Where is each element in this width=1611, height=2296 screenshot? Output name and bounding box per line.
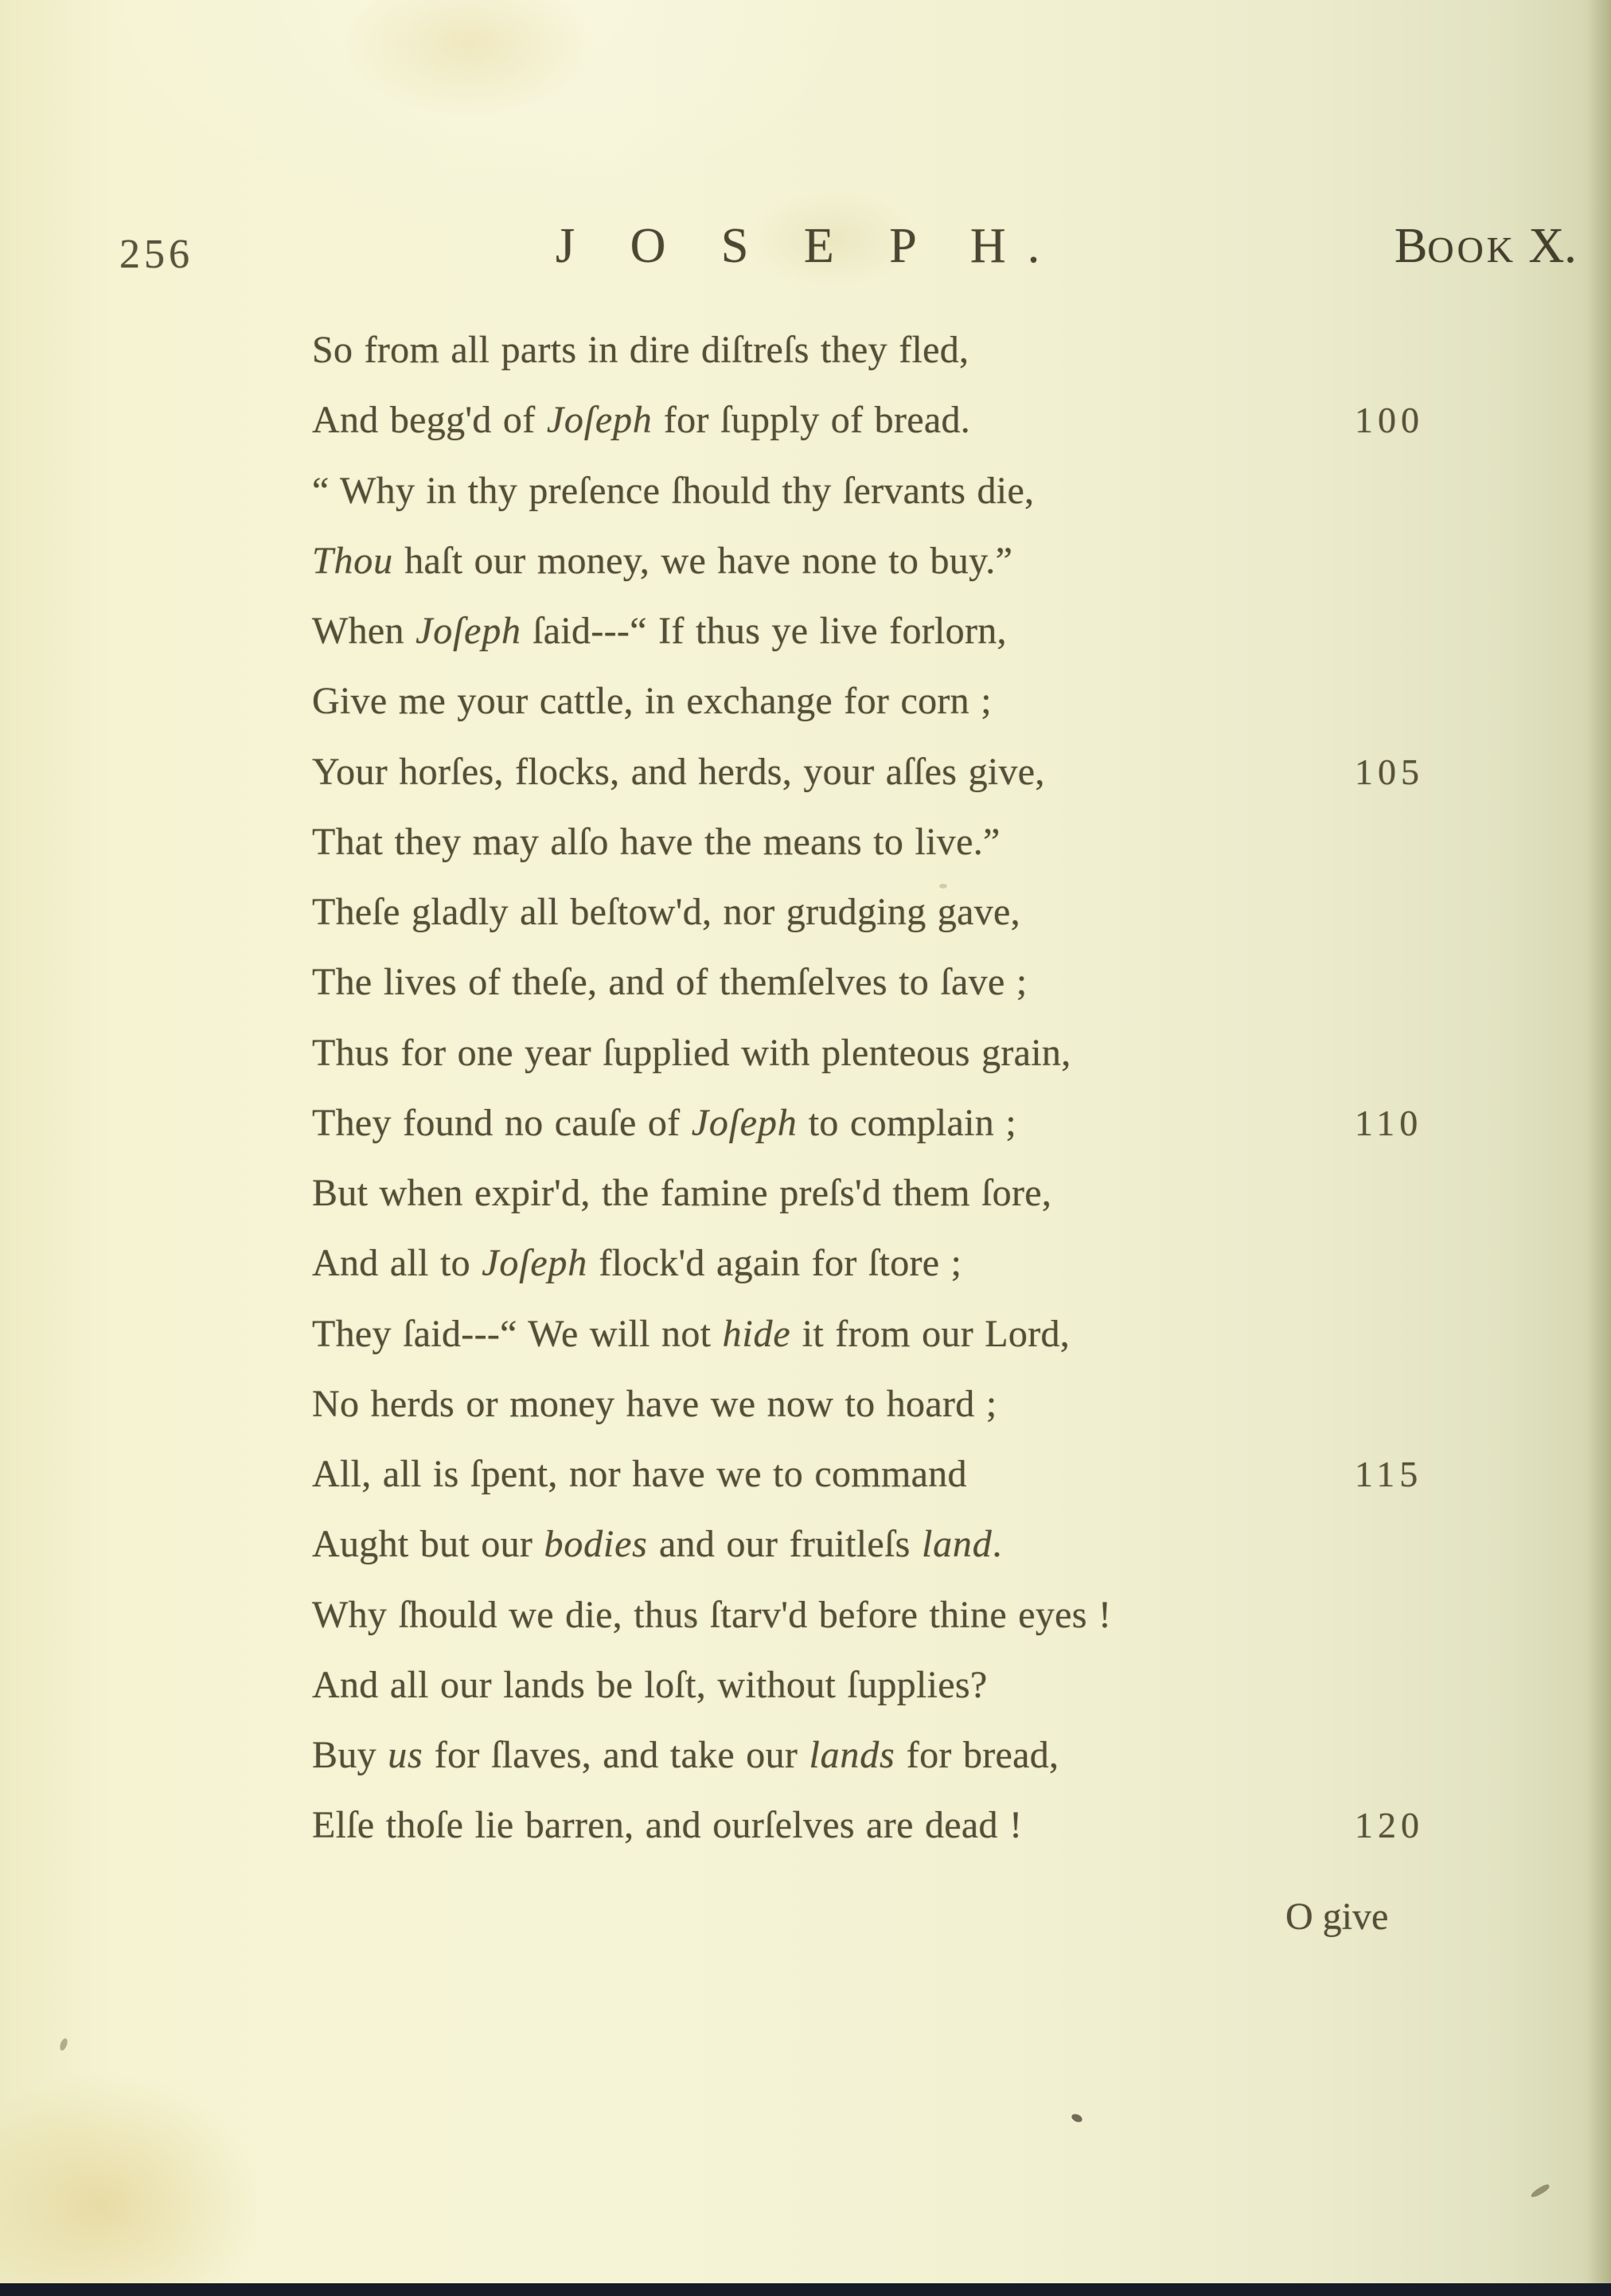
- poem-line-text: Thus for one year ſupplied with plenteous grain,: [312, 1031, 1071, 1074]
- poem-line: [312, 1158, 1506, 1228]
- book-label-initial: B: [1395, 219, 1428, 273]
- page-curl-shadow: [1587, 0, 1611, 2296]
- poem-line: [312, 1790, 1506, 1861]
- poem-line: [312, 877, 1506, 947]
- poem-text-block: [312, 315, 1506, 1861]
- poem-line-text: Give me your cattle, in exchange for corn ;: [312, 680, 992, 723]
- paper-speck: [59, 2037, 69, 2052]
- poem-line: [312, 1299, 1506, 1369]
- poem-line: [312, 1650, 1506, 1720]
- poem-line: [312, 807, 1506, 877]
- poem-line-text: Aught but our bodies and our fruitleſs land.: [312, 1523, 1002, 1566]
- paper-speck: [939, 884, 947, 888]
- poem-line-text: “ Why in thy preſence ſhould thy ſervants die,: [312, 469, 1035, 512]
- poem-line-text: They ſaid---“ We will not hide it from our Lord,: [312, 1312, 1071, 1355]
- poem-line: [312, 1439, 1506, 1509]
- paper-speck: [1071, 2112, 1083, 2123]
- poem-line-text: When Joſeph ſaid---“ If thus ye live forlorn,: [312, 610, 1007, 652]
- poem-line-text: Your horſes, flocks, and herds, your aſſes give,: [312, 750, 1045, 793]
- poem-line: [312, 1018, 1506, 1088]
- poem-line: [312, 1088, 1506, 1158]
- poem-line-text: So from all parts in dire diſtreſs they fled,: [312, 329, 969, 371]
- poem-line: [312, 1369, 1506, 1439]
- poem-line-text: Thou haſt our money, we have none to buy.”: [312, 539, 1013, 582]
- poem-line-text: The lives of theſe, and of themſelves to ſave ;: [312, 961, 1028, 1004]
- paper-speck: [1530, 2183, 1551, 2199]
- poem-line: [312, 1509, 1506, 1579]
- poem-line-text: But when expir'd, the famine preſs'd them ſore,: [312, 1172, 1052, 1214]
- book-label-smallcaps: OOK: [1427, 229, 1517, 270]
- paper-speck: [686, 1619, 692, 1626]
- poem-line-text: Theſe gladly all beſtow'd, nor grudging gave,: [312, 891, 1020, 933]
- poem-line: [312, 456, 1506, 526]
- poem-line: [312, 947, 1506, 1017]
- verse-line-number: 110: [1355, 1102, 1423, 1143]
- poem-line-text: That they may alſo have the means to live.”: [312, 820, 1001, 863]
- poem-line: [312, 666, 1506, 736]
- poem-line: [312, 1720, 1506, 1790]
- poem-line: [312, 526, 1506, 596]
- scan-bed-edge: [0, 2283, 1611, 2296]
- catchword: O give: [1285, 1896, 1389, 1938]
- poem-line-text: Why ſhould we die, thus ſtarv'd before thine eyes !: [312, 1593, 1112, 1636]
- poem-line: [312, 1228, 1506, 1298]
- running-title: J O S E P H.: [556, 219, 1062, 273]
- poem-line: [312, 315, 1506, 385]
- poem-line: [312, 385, 1506, 455]
- poem-line-text: And all our lands be loſt, without ſupplies?: [312, 1663, 988, 1706]
- poem-line: [312, 596, 1506, 666]
- page-number: 256: [119, 232, 193, 277]
- running-book-label: [1395, 221, 1577, 271]
- poem-line-text: Elſe thoſe lie barren, and ourſelves are dead !: [312, 1804, 1023, 1847]
- book-label-numeral: X.: [1516, 219, 1577, 273]
- verse-line-number: 100: [1355, 400, 1424, 441]
- verse-line-number: 120: [1355, 1805, 1424, 1846]
- poem-line-text: They found no cauſe of Joſeph to complain ;: [312, 1101, 1016, 1144]
- verse-line-number: 105: [1355, 751, 1424, 792]
- poem-line-text: All, all is ſpent, nor have we to command: [312, 1453, 967, 1495]
- poem-line-text: And all to Joſeph flock'd again for ſtore ;: [312, 1242, 962, 1285]
- poem-line: [312, 1580, 1506, 1650]
- poem-line-text: No herds or money have we now to hoard ;: [312, 1382, 997, 1425]
- verse-line-number: 115: [1355, 1454, 1423, 1494]
- poem-line-text: Buy us for ſlaves, and take our lands for bread,: [312, 1734, 1059, 1776]
- poem-line-text: And begg'd of Joſeph for ſupply of bread.: [312, 399, 971, 442]
- poem-line: [312, 737, 1506, 807]
